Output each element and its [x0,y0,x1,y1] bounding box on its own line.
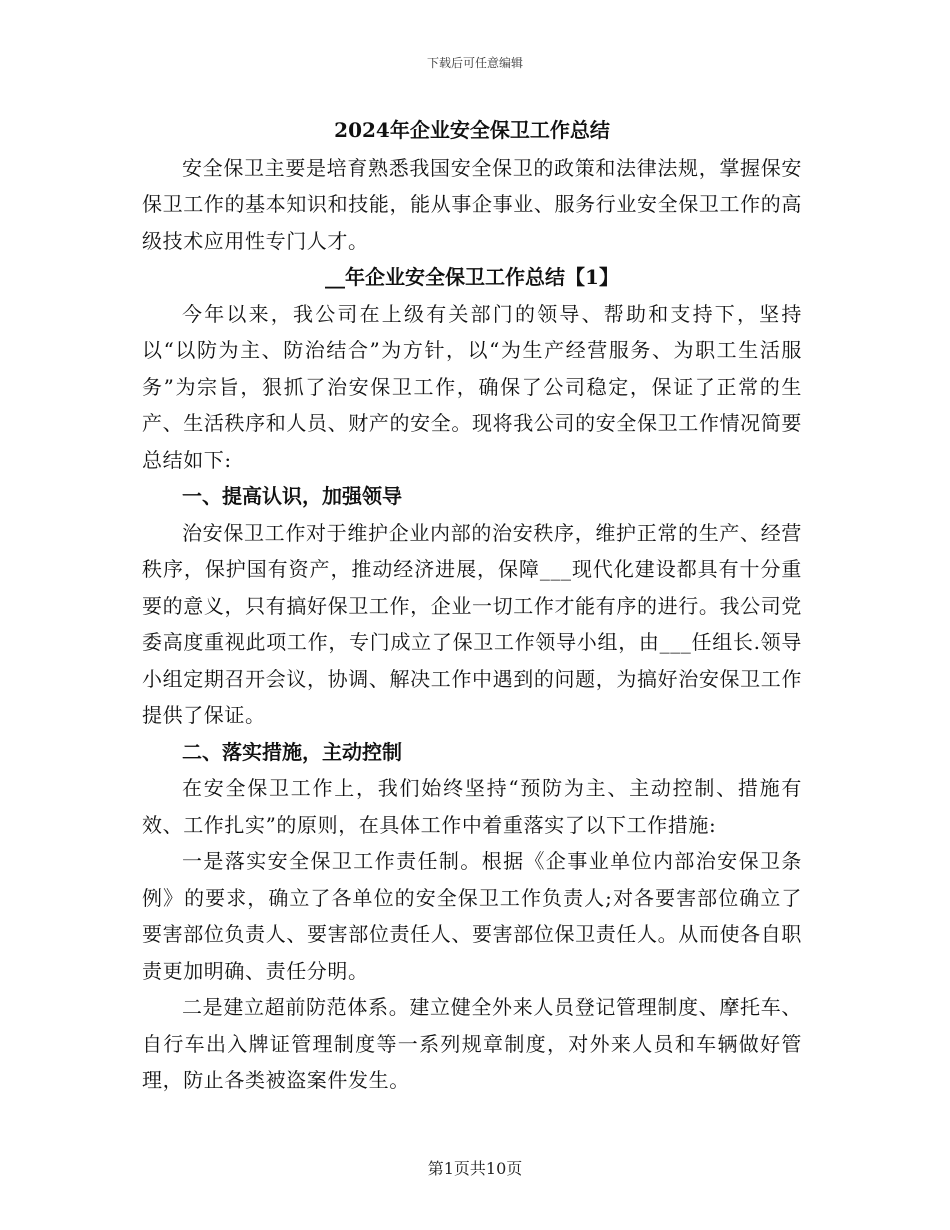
intro-paragraph: 安全保卫主要是培育熟悉我国安全保卫的政策和法律法规，掌握保安保卫工作的基本知识和技能，能从事企事业、服务行业安全保卫工作的高级技术应用性专门人才。 [142,155,802,253]
heading-2: 二、落实措施，主动控制 [182,739,402,764]
page-header: 下载后可任意编辑 [426,56,523,70]
document-body [142,112,802,1099]
paragraph-1: 今年以来，我公司在上级有关部门的领导、帮助和支持下，坚持以“以防为主、防治结合”为方针，以“为生产经营服务、为职工生活服务”为宗旨，狠抓了治安保卫工作，确保了公司稳定，保证了正常的生产、生活秩序和人员、财产的安全。现将我公司的安全保卫工作情况简要总结如下: [142,301,802,472]
paragraph-4: 一是落实安全保卫工作责任制。根据《企事业单位内部治安保卫条例》的要求，确立了各单位的安全保卫工作负责人;对各要害部位确立了要害部位负责人、要害部位责任人、要害部位保卫责任人。从而使各自职责更加明确、责任分明。 [142,849,802,983]
paragraph-2: 治安保卫工作对于维护企业内部的治安秩序，维护正常的生产、经营秩序，保护国有资产，推动经济进展，保障___现代化建设都具有十分重要的意义，只有搞好保卫工作，企业一切工作才能有序的进行。我公司党委高度重视此项工作，专门成立了保卫工作领导小组，由___任组长.领导小组定期召开会议，协调、解决工作中遇到的问题，为搞好治安保卫工作提供了保证。 [142,520,802,727]
heading-1: 一、提高认识，加强领导 [182,484,402,508]
page-footer: 第1页共10页 [427,1159,523,1178]
paragraph-5: 二是建立超前防范体系。建立健全外来人员登记管理制度、摩托车、自行车出入牌证管理制度等一系列规章制度，对外来人员和车辆做好管理，防止各类被盗案件发生。 [142,995,802,1092]
section-subtitle: __年企业安全保卫工作总结【1】 [325,265,619,289]
document-title: 2024年企业安全保卫工作总结 [334,118,610,142]
paragraph-3: 在安全保卫工作上，我们始终坚持“预防为主、主动控制、措施有效、工作扎实”的原则，在具体工作中着重落实了以下工作措施: [142,776,802,837]
